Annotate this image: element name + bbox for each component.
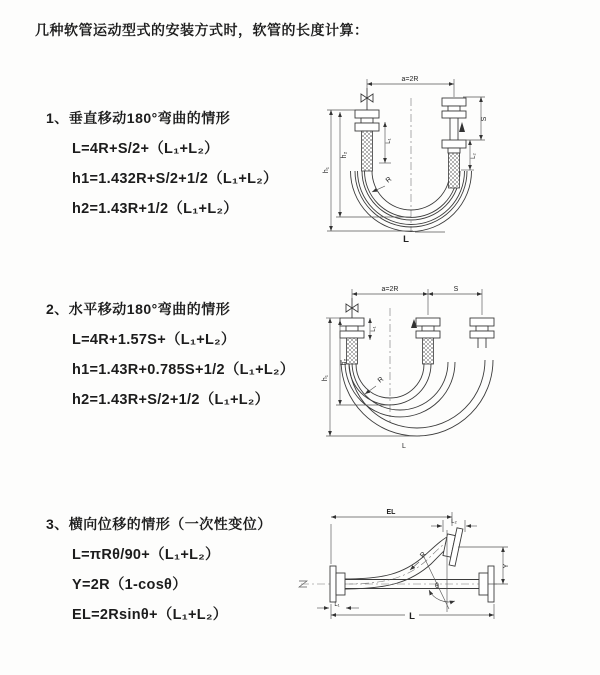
valve-icon xyxy=(361,88,373,110)
formula-line: L=4R+1.57S+（L₁+L₂） xyxy=(72,332,236,348)
dim-label-l: L xyxy=(402,443,406,450)
dimension-l1 xyxy=(370,318,377,340)
dim-label-l2: L₂ xyxy=(451,519,457,525)
dimension-el xyxy=(331,509,452,564)
dim-label-theta: θ xyxy=(435,583,439,590)
dimension-s xyxy=(428,286,482,315)
dim-label-l2: L₂ xyxy=(471,153,477,159)
formula-line: L=4R+S/2+（L₁+L₂） xyxy=(72,141,219,157)
dim-label-span: a=2R xyxy=(381,286,399,293)
diagram-horizontal-180-bend xyxy=(310,282,522,457)
formula-line: h2=1.43R+1/2（L₁+L₂） xyxy=(72,201,239,217)
braided-hose-section xyxy=(362,131,373,171)
formula-line: L=πRθ/90+（L₁+L₂） xyxy=(72,547,220,563)
formula-line: Y=2R（1-cosθ） xyxy=(72,577,187,593)
dim-label-r: R xyxy=(419,550,428,560)
dim-label-h2: h₂ xyxy=(341,151,348,159)
dim-label-l: L xyxy=(403,234,409,245)
dim-label-l: L xyxy=(409,611,415,622)
dimension-s xyxy=(463,97,488,140)
dim-label-s: S xyxy=(453,286,459,293)
dimension-l1 xyxy=(317,602,359,608)
section-heading: 1、垂直移动180°弯曲的情形 xyxy=(46,110,231,126)
hose-u-bend xyxy=(341,360,493,436)
dim-label-h2: h₂ xyxy=(341,358,348,366)
middle-flange xyxy=(416,318,440,338)
dim-label-y: Y xyxy=(503,563,510,569)
dim-label-l1: L₁ xyxy=(371,326,377,332)
dim-label-h1: h₁ xyxy=(323,166,330,174)
right-flange-upper xyxy=(442,98,466,118)
braided-hose-section xyxy=(347,338,358,364)
dim-label-h1: h₁ xyxy=(322,374,329,382)
movement-arrow-icon xyxy=(459,122,465,132)
formula-line: h1=1.432R+S/2+1/2（L₁+L₂） xyxy=(72,171,278,187)
right-flange xyxy=(470,318,494,348)
dim-label-l1: L₁ xyxy=(334,602,340,608)
right-flange-lower xyxy=(442,140,466,153)
s-curve-hose xyxy=(345,535,453,589)
dimension-l1 xyxy=(379,122,392,163)
dimension-l xyxy=(331,604,494,622)
dimension-span xyxy=(367,76,454,97)
formula-line: h1=1.43R+0.785S+1/2（L₁+L₂） xyxy=(72,362,295,378)
diagram-lateral-displacement xyxy=(293,500,595,648)
left-flange xyxy=(330,566,345,602)
left-flange xyxy=(355,110,379,131)
dim-label-span: a=2R xyxy=(401,76,419,83)
dim-label-l1: L₁ xyxy=(386,138,392,144)
dim-label-s: S xyxy=(481,116,488,122)
dimension-l2 xyxy=(431,519,477,532)
formula-line: h2=1.43R+S/2+1/2（L₁+L₂） xyxy=(72,392,270,408)
radius-callout xyxy=(365,376,385,394)
left-flange xyxy=(340,318,364,338)
upper-flange xyxy=(441,526,463,566)
braided-hose-section xyxy=(423,338,434,364)
section-lateral-displacement xyxy=(46,514,272,637)
valve-icon xyxy=(346,298,358,318)
formula-line: EL=2Rsinθ+（L₁+L₂） xyxy=(72,607,228,623)
dimension-h1 xyxy=(322,318,420,436)
dim-label-r: R xyxy=(384,175,394,185)
section-horizontal-movement xyxy=(46,299,295,422)
diagram-vertical-180-bend xyxy=(313,70,508,252)
section-vertical-movement xyxy=(46,108,278,231)
dim-label-el: EL xyxy=(386,509,396,516)
braided-hose-section xyxy=(449,153,460,188)
section-heading: 2、水平移动180°弯曲的情形 xyxy=(46,301,231,317)
section-heading: 3、横向位移的情形（一次性变位） xyxy=(46,516,272,532)
page-title: 几种软管运动型式的安装方式时，软管的长度计算： xyxy=(35,22,369,38)
dim-label-r: R xyxy=(376,375,386,385)
radius-callout xyxy=(372,176,393,192)
